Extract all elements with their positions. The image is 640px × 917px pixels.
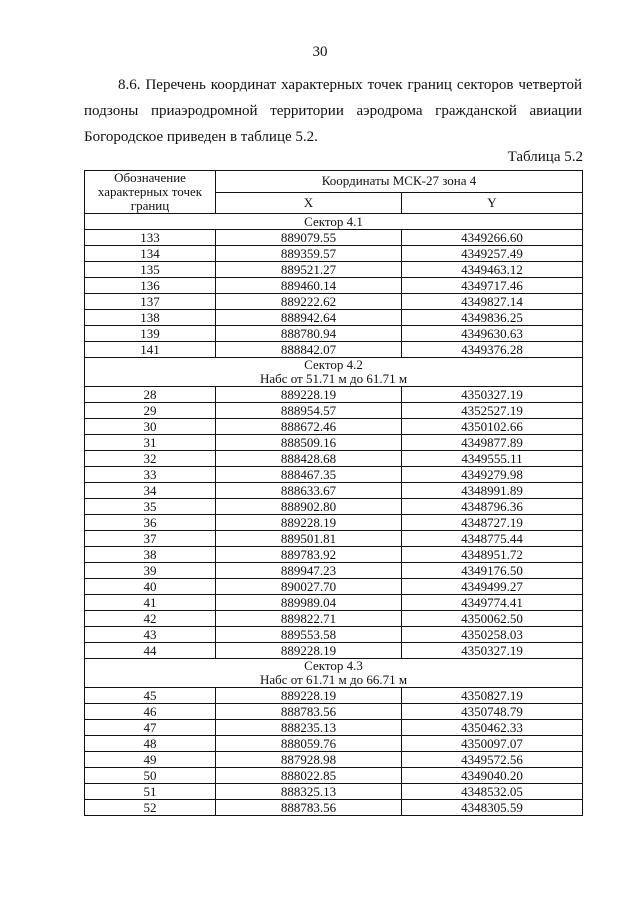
- x-coordinate-cell: 889989.04: [216, 595, 402, 611]
- table-row: [85, 784, 583, 800]
- point-id-cell: 29: [85, 403, 216, 419]
- point-id-cell: 134: [85, 246, 216, 262]
- table-row: [85, 294, 583, 310]
- page-number: 30: [312, 44, 328, 60]
- x-coordinate-cell: 889553.58: [216, 627, 402, 643]
- intro-line-3: Богородское приведен в таблице 5.2.: [84, 129, 318, 145]
- x-coordinate-cell: 889460.14: [216, 278, 402, 294]
- y-coordinate-cell: 4348305.59: [402, 800, 583, 816]
- y-coordinate-cell: 4350258.03: [402, 627, 583, 643]
- table-row: [85, 531, 583, 547]
- y-coordinate-cell: 4349463.12: [402, 262, 583, 278]
- table-row: [85, 419, 583, 435]
- y-coordinate-cell: 4349257.49: [402, 246, 583, 262]
- point-id-cell: 32: [85, 451, 216, 467]
- point-id-cell: 43: [85, 627, 216, 643]
- point-id-cell: 39: [85, 563, 216, 579]
- x-coordinate-cell: 888325.13: [216, 784, 402, 800]
- intro-paragraph: [84, 72, 582, 150]
- x-coordinate-cell: 888942.64: [216, 310, 402, 326]
- point-id-cell: 42: [85, 611, 216, 627]
- point-id-cell: 35: [85, 499, 216, 515]
- table-row: [85, 326, 583, 342]
- sector-title-cell: [85, 659, 583, 688]
- header-y: Y: [402, 192, 583, 214]
- table-row: [85, 342, 583, 358]
- y-coordinate-cell: 4352527.19: [402, 403, 583, 419]
- y-coordinate-cell: 4350327.19: [402, 643, 583, 659]
- table-row: [85, 262, 583, 278]
- x-coordinate-cell: 889359.57: [216, 246, 402, 262]
- x-coordinate-cell: 888672.46: [216, 419, 402, 435]
- table-row: [85, 643, 583, 659]
- point-id-cell: 50: [85, 768, 216, 784]
- header-point-designation: Обозначение характерных точек границ: [85, 171, 216, 214]
- intro-line-2: подзоны приаэродромной территории аэродрома гражданской авиации: [84, 103, 582, 119]
- x-coordinate-cell: 888780.94: [216, 326, 402, 342]
- point-id-cell: 133: [85, 230, 216, 246]
- point-id-cell: 141: [85, 342, 216, 358]
- table-row: [85, 595, 583, 611]
- y-coordinate-cell: 4348951.72: [402, 547, 583, 563]
- table-row: [85, 688, 583, 704]
- y-coordinate-cell: 4348727.19: [402, 515, 583, 531]
- x-coordinate-cell: 889079.55: [216, 230, 402, 246]
- x-coordinate-cell: 889521.27: [216, 262, 402, 278]
- y-coordinate-cell: 4349717.46: [402, 278, 583, 294]
- y-coordinate-cell: 4349877.89: [402, 435, 583, 451]
- table-row: [85, 704, 583, 720]
- x-coordinate-cell: 889783.92: [216, 547, 402, 563]
- header-coordinates: Координаты МСК-27 зона 4: [216, 171, 583, 193]
- point-id-cell: 37: [85, 531, 216, 547]
- table-row: [85, 451, 583, 467]
- x-coordinate-cell: 889222.62: [216, 294, 402, 310]
- table-row: [85, 627, 583, 643]
- x-coordinate-cell: 888842.07: [216, 342, 402, 358]
- table-row: [85, 800, 583, 816]
- x-coordinate-cell: 888235.13: [216, 720, 402, 736]
- table-body: [85, 214, 583, 816]
- table-row: [85, 768, 583, 784]
- table-row: [85, 579, 583, 595]
- point-id-cell: 45: [85, 688, 216, 704]
- y-coordinate-cell: 4350102.66: [402, 419, 583, 435]
- table-row: [85, 563, 583, 579]
- x-coordinate-cell: 888428.68: [216, 451, 402, 467]
- y-coordinate-cell: 4350062.50: [402, 611, 583, 627]
- y-coordinate-cell: 4349499.27: [402, 579, 583, 595]
- x-coordinate-cell: 888509.16: [216, 435, 402, 451]
- x-coordinate-cell: 889228.19: [216, 515, 402, 531]
- x-coordinate-cell: 887928.98: [216, 752, 402, 768]
- point-id-cell: 47: [85, 720, 216, 736]
- x-coordinate-cell: 889228.19: [216, 643, 402, 659]
- intro-line-1: 8.6. Перечень координат характерных точек границ секторов четвертой: [118, 77, 582, 93]
- table-row: [85, 483, 583, 499]
- point-id-cell: 38: [85, 547, 216, 563]
- x-coordinate-cell: 889822.71: [216, 611, 402, 627]
- y-coordinate-cell: 4349376.28: [402, 342, 583, 358]
- y-coordinate-cell: 4349836.25: [402, 310, 583, 326]
- table-row: [85, 736, 583, 752]
- point-id-cell: 137: [85, 294, 216, 310]
- y-coordinate-cell: 4349279.98: [402, 467, 583, 483]
- x-coordinate-cell: 888783.56: [216, 800, 402, 816]
- point-id-cell: 49: [85, 752, 216, 768]
- x-coordinate-cell: 888954.57: [216, 403, 402, 419]
- table-row: [85, 467, 583, 483]
- point-id-cell: 40: [85, 579, 216, 595]
- table-row: [85, 611, 583, 627]
- point-id-cell: 33: [85, 467, 216, 483]
- x-coordinate-cell: 888783.56: [216, 704, 402, 720]
- table-row: [85, 515, 583, 531]
- y-coordinate-cell: 4349630.63: [402, 326, 583, 342]
- x-coordinate-cell: 889228.19: [216, 688, 402, 704]
- x-coordinate-cell: 888467.35: [216, 467, 402, 483]
- sector-header-row: [85, 659, 583, 688]
- sector-height-range: Набс от 61.71 м до 66.71 м: [259, 672, 408, 687]
- y-coordinate-cell: 4348991.89: [402, 483, 583, 499]
- sector-header-row: [85, 214, 583, 230]
- y-coordinate-cell: 4349266.60: [402, 230, 583, 246]
- y-coordinate-cell: 4350827.19: [402, 688, 583, 704]
- y-coordinate-cell: 4350462.33: [402, 720, 583, 736]
- x-coordinate-cell: 888902.80: [216, 499, 402, 515]
- sector-header-row: [85, 358, 583, 387]
- point-id-cell: 31: [85, 435, 216, 451]
- sector-title: Сектор 4.1: [304, 213, 363, 229]
- point-id-cell: 136: [85, 278, 216, 294]
- table-row: [85, 547, 583, 563]
- table-row: [85, 752, 583, 768]
- table-row: [85, 310, 583, 326]
- sector-title-cell: [85, 358, 583, 387]
- y-coordinate-cell: 4349040.20: [402, 768, 583, 784]
- table-row: [85, 278, 583, 294]
- table-row: [85, 720, 583, 736]
- y-coordinate-cell: 4349176.50: [402, 563, 583, 579]
- coordinates-table: [84, 170, 583, 816]
- point-id-cell: 135: [85, 262, 216, 278]
- sector-title: Сектор 4.2: [304, 357, 363, 372]
- y-coordinate-cell: 4350327.19: [402, 387, 583, 403]
- y-coordinate-cell: 4349555.11: [402, 451, 583, 467]
- table-row: [85, 499, 583, 515]
- y-coordinate-cell: 4349827.14: [402, 294, 583, 310]
- point-id-cell: 44: [85, 643, 216, 659]
- point-id-cell: 41: [85, 595, 216, 611]
- x-coordinate-cell: 888633.67: [216, 483, 402, 499]
- point-id-cell: 36: [85, 515, 216, 531]
- table-row: [85, 403, 583, 419]
- sector-title: Сектор 4.3: [304, 658, 363, 673]
- y-coordinate-cell: 4348796.36: [402, 499, 583, 515]
- y-coordinate-cell: 4350097.07: [402, 736, 583, 752]
- table-row: [85, 435, 583, 451]
- point-id-cell: 34: [85, 483, 216, 499]
- x-coordinate-cell: 888022.85: [216, 768, 402, 784]
- header-x: X: [216, 192, 402, 214]
- point-id-cell: 48: [85, 736, 216, 752]
- point-id-cell: 52: [85, 800, 216, 816]
- point-id-cell: 138: [85, 310, 216, 326]
- x-coordinate-cell: 889947.23: [216, 563, 402, 579]
- table-row: [85, 230, 583, 246]
- x-coordinate-cell: 889501.81: [216, 531, 402, 547]
- table-caption: Таблица 5.2: [507, 149, 583, 165]
- sector-title-cell: [85, 214, 583, 230]
- table-row: [85, 387, 583, 403]
- x-coordinate-cell: 888059.76: [216, 736, 402, 752]
- y-coordinate-cell: 4349774.41: [402, 595, 583, 611]
- point-id-cell: 139: [85, 326, 216, 342]
- x-coordinate-cell: 890027.70: [216, 579, 402, 595]
- point-id-cell: 51: [85, 784, 216, 800]
- point-id-cell: 46: [85, 704, 216, 720]
- y-coordinate-cell: 4349572.56: [402, 752, 583, 768]
- point-id-cell: 30: [85, 419, 216, 435]
- table-row: [85, 246, 583, 262]
- x-coordinate-cell: 889228.19: [216, 387, 402, 403]
- sector-height-range: Набс от 51.71 м до 61.71 м: [259, 371, 408, 386]
- y-coordinate-cell: 4350748.79: [402, 704, 583, 720]
- y-coordinate-cell: 4348775.44: [402, 531, 583, 547]
- y-coordinate-cell: 4348532.05: [402, 784, 583, 800]
- point-id-cell: 28: [85, 387, 216, 403]
